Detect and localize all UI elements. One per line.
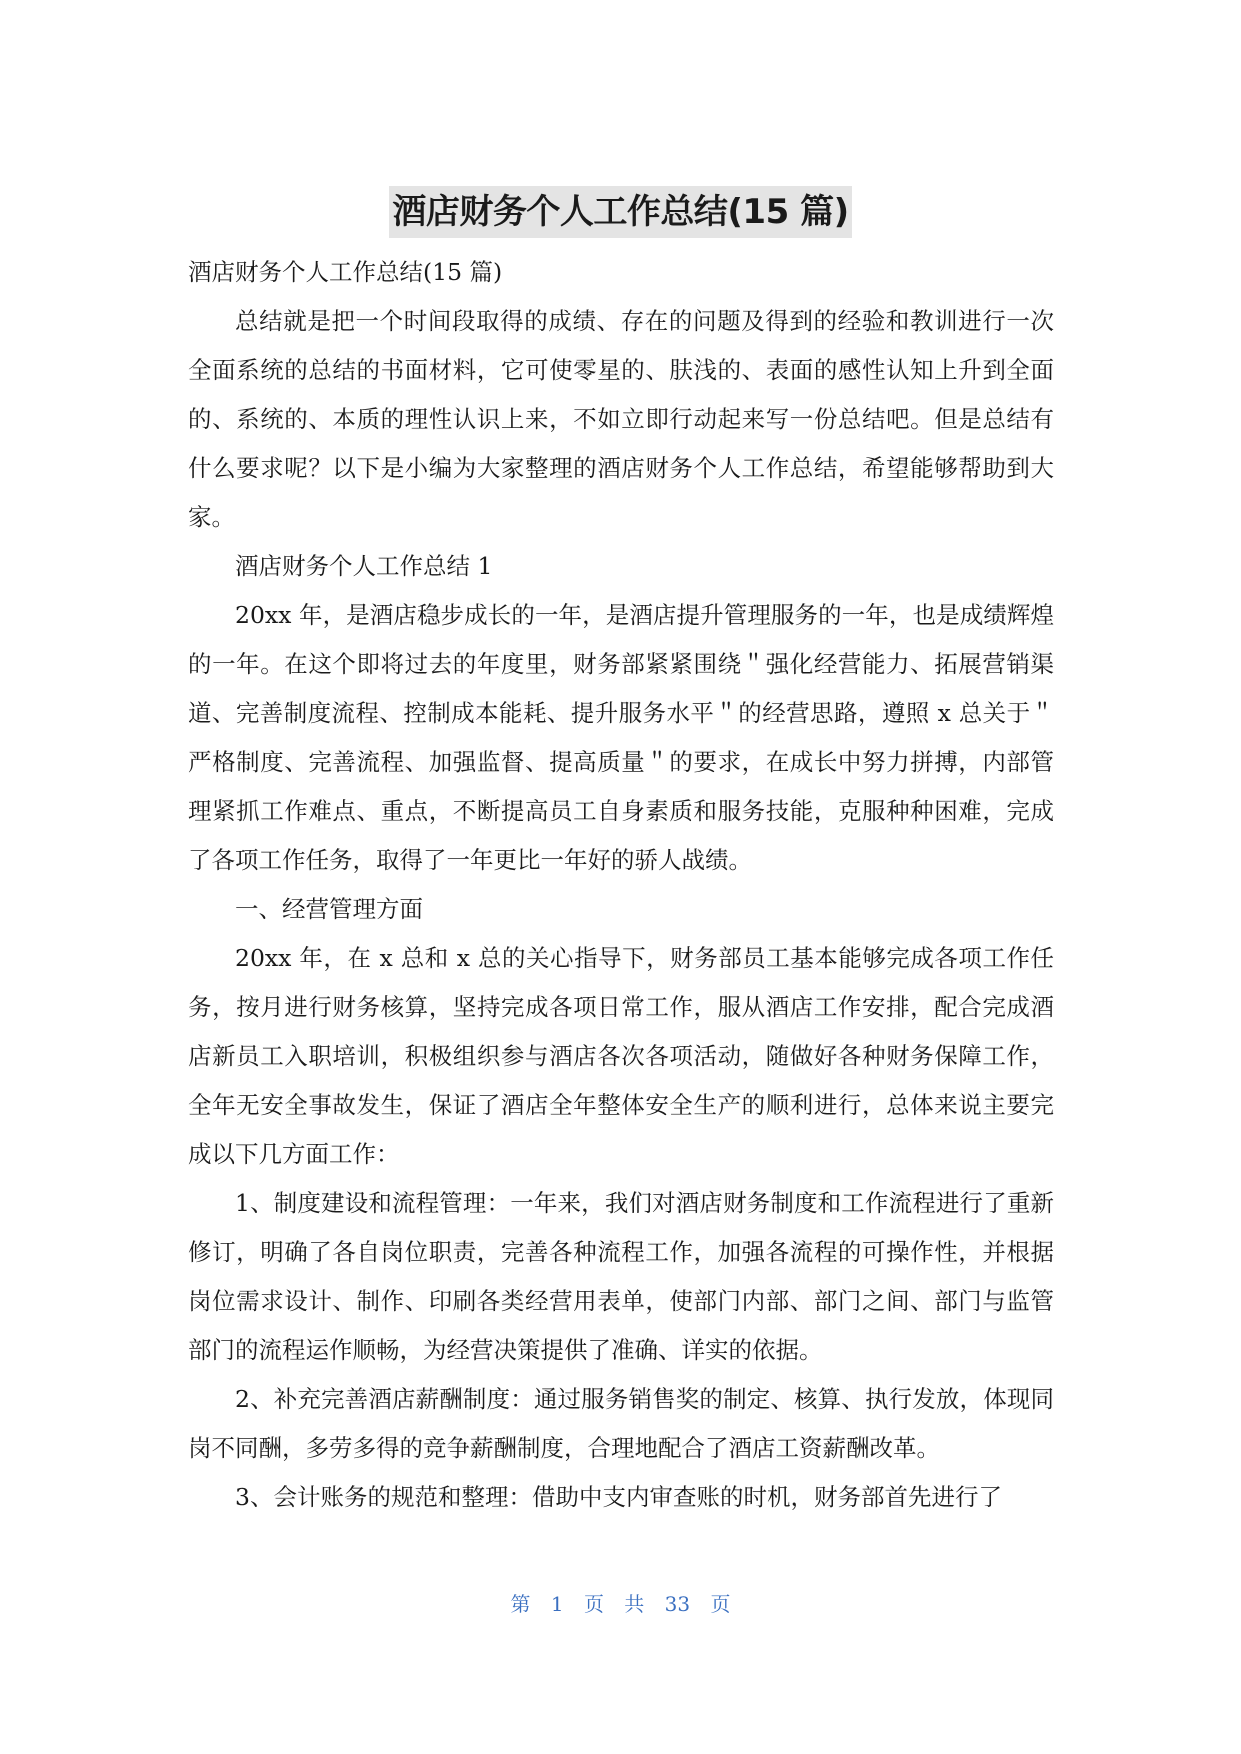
paragraph: 3、会计账务的规范和整理：借助中支内审查账的时机，财务部首先进行了 [235, 1483, 1002, 1511]
paragraph: 总结就是把一个时间段取得的成绩、存在的问题及得到的经验和教训进行一次全面系统的总结的书面材料，它可使零星的、肤浅的、表面的感性认知上升到全面的、系统的、本质的理性认识上来，不如立即行动起来写一份总结吧。但是总结有什么要求呢？以下是小编为大家整理的酒店财务个人工作总结，希望能够帮助到大家。 [188, 307, 1054, 531]
page-footer [0, 1588, 1241, 1617]
paragraph: 2、补充完善酒店薪酬制度：通过服务销售奖的制定、核算、执行发放，体现同岗不同酬，多劳多得的竞争薪酬制度，合理地配合了酒店工资薪酬改革。 [188, 1385, 1054, 1462]
paragraph: 20xx 年，在 x 总和 x 总的关心指导下，财务部员工基本能够完成各项工作任务，按月进行财务核算，坚持完成各项日常工作，服从酒店工作安排，配合完成酒店新员工入职培训，积极组织参与酒店各次各项活动，随做好各种财务保障工作，全年无安全事故发生，保证了酒店全年整体安全生产的顺利进行，总体来说主要完成以下几方面工作： [188, 944, 1054, 1168]
paragraph: 20xx 年，是酒店稳步成长的一年，是酒店提升管理服务的一年，也是成绩辉煌的一年。在这个即将过去的年度里，财务部紧紧围绕＂强化经营能力、拓展营销渠道、完善制度流程、控制成本能耗、提升服务水平＂的经营思路，遵照 x 总关于＂严格制度、完善流程、加强监督、提高质量＂的要求，在成长中努力拼搏，内部管理紧抓工作难点、重点，不断提高员工自身素质和服务技能，克服种种困难，完成了各项工作任务，取得了一年更比一年好的骄人战绩。 [188, 601, 1054, 874]
document-body [188, 248, 1054, 1522]
document-title-text: 酒店财务个人工作总结(15 篇) [389, 186, 851, 238]
document-title [0, 186, 1241, 244]
page-number: 第 1 页 共 33 页 [510, 1592, 731, 1616]
section-heading: 酒店财务个人工作总结 1 [235, 552, 493, 580]
section-heading: 一、经营管理方面 [235, 895, 423, 923]
paragraph: 酒店财务个人工作总结(15 篇) [188, 258, 503, 286]
paragraph: 1、制度建设和流程管理：一年来，我们对酒店财务制度和工作流程进行了重新修订，明确了各自岗位职责，完善各种流程工作，加强各流程的可操作性，并根据岗位需求设计、制作、印刷各类经营用表单，使部门内部、部门之间、部门与监管部门的流程运作顺畅，为经营决策提供了准确、详实的依据。 [188, 1189, 1054, 1364]
